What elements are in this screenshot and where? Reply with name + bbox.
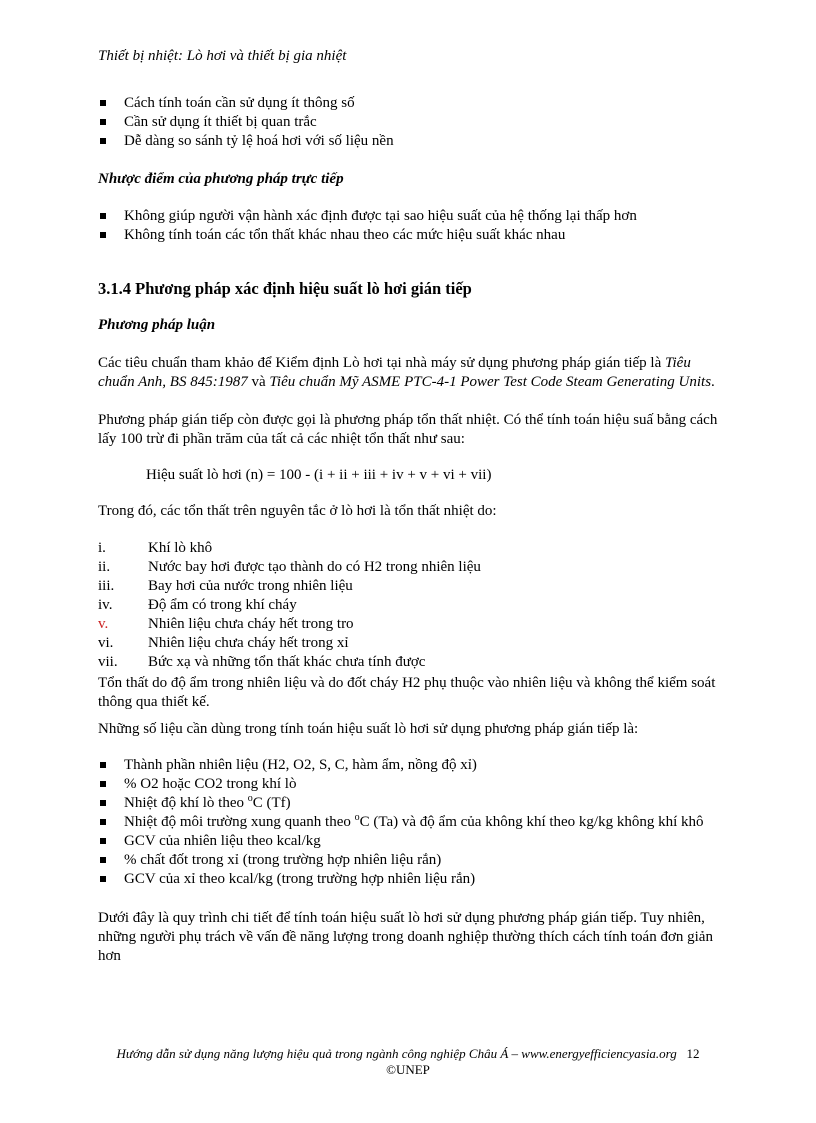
list-text: C (Tf) xyxy=(252,795,291,811)
list-number: ii. xyxy=(98,559,111,575)
list-item: Cần sử dụng ít thiết bị quan trắc xyxy=(98,113,720,132)
para-italic: Tiêu chuẩn Mỹ ASME PTC-4-1 Power Test Code Steam Generating Units xyxy=(269,374,712,390)
para-text: và xyxy=(247,374,270,390)
paragraph-losses-intro: Trong đó, các tổn thất trên nguyên tắc ở lò hơi là tổn thất nhiệt do: xyxy=(98,503,497,519)
list-item: Thành phần nhiên liệu (H2, O2, S, C, hàm ẩm, nồng độ xỉ) xyxy=(98,756,720,775)
list-item: GCV của xỉ theo kcal/kg (trong trường hợp nhiên liệu rắn) xyxy=(98,870,720,889)
list-item: GCV của nhiên liệu theo kcal/kg xyxy=(98,832,720,851)
list-item xyxy=(98,615,720,634)
list-text: Khí lò khô xyxy=(148,540,213,556)
list-number: i. xyxy=(98,540,106,556)
section-title: 3.1.4 Phương pháp xác định hiệu suất lò hơi gián tiếp xyxy=(98,279,472,298)
list-item xyxy=(98,596,720,615)
list-text: Nhiệt độ môi trường xung quanh theo xyxy=(124,814,355,830)
list-text: Nhiên liệu chưa cháy hết trong tro xyxy=(148,616,354,632)
losses-list xyxy=(98,539,720,672)
paragraph-procedure: Dưới đây là quy trình chi tiết để tính toán hiệu suất lò hơi sử dụng phương pháp gián tiếp. Tuy nhiên, những người phụ trách về vấn đề năng lượng trong doanh nghiệp thường thích cách tính toán đơn giản hơn xyxy=(98,910,713,964)
footer-copyright: ©UNEP xyxy=(386,1062,430,1077)
list-text: Nhiệt độ khí lò theo xyxy=(124,795,248,811)
list-item: % chất đốt trong xỉ (trong trường hợp nhiên liệu rắn) xyxy=(98,851,720,870)
list-item xyxy=(98,539,720,558)
degree-sup: o xyxy=(354,812,360,823)
para-italic: Tiêu chuẩn Anh, BS 845:1987 xyxy=(98,355,691,390)
list-number: vi. xyxy=(98,635,114,651)
footer-text: Hướng dẫn sử dụng năng lượng hiệu quả trong ngành công nghiệp Châu Á – www.energyefficiencyasia.org xyxy=(116,1046,677,1061)
para-text: Các tiêu chuẩn tham khảo để Kiểm định Lò hơi tại nhà máy sử dụng phương pháp gián tiếp là xyxy=(98,355,665,371)
list-item: % O2 hoặc CO2 trong khí lò xyxy=(98,775,720,794)
list-number: v. xyxy=(98,616,109,632)
page-footer xyxy=(88,1046,728,1078)
paragraph-moisture-loss: Tổn thất do độ ẩm trong nhiên liệu và do đốt cháy H2 phụ thuộc vào nhiên liệu và không thể kiểm soát thông qua thiết kế. xyxy=(98,675,716,710)
list-text: Bức xạ và những tổn thất khác chưa tính được xyxy=(148,654,426,670)
degree-sup: o xyxy=(247,793,253,804)
list-item xyxy=(98,653,720,672)
efficiency-formula: Hiệu suất lò hơi (n) = 100 - (i + ii + iii + iv + v + vi + vii) xyxy=(146,467,492,483)
advantages-list xyxy=(98,94,720,151)
disadvantages-list xyxy=(98,207,720,245)
paragraph-heat-loss: Phương pháp gián tiếp còn được gọi là phương pháp tổn thất nhiệt. Có thể tính toán hiệu suấ bằng cách lấy 100 trừ đi phần trăm của tất cả các nhiệt tổn thất như sau: xyxy=(98,412,718,447)
list-text: Nhiên liệu chưa cháy hết trong xỉ xyxy=(148,635,349,651)
list-text: C (Ta) và độ ẩm của không khí theo kg/kg không khí khô xyxy=(359,814,704,830)
page-number: 12 xyxy=(686,1046,700,1061)
list-text: Bay hơi của nước trong nhiên liệu xyxy=(148,578,353,594)
list-number: vii. xyxy=(98,654,118,670)
paragraph-standards xyxy=(98,354,720,392)
list-item: Không tính toán các tổn thất khác nhau theo các mức hiệu suất khác nhau xyxy=(98,226,720,245)
data-list xyxy=(98,756,720,889)
list-item xyxy=(98,558,720,577)
list-item xyxy=(98,813,720,832)
list-text: Nước bay hơi được tạo thành do có H2 trong nhiên liệu xyxy=(148,559,481,575)
list-item xyxy=(98,634,720,653)
list-item: Dễ dàng so sánh tỷ lệ hoá hơi với số liệu nền xyxy=(98,132,720,151)
disadvantages-heading: Nhược điểm của phương pháp trực tiếp xyxy=(98,171,344,187)
list-item: Cách tính toán cần sử dụng ít thông số xyxy=(98,94,720,113)
list-item: Không giúp người vận hành xác định được tại sao hiệu suất của hệ thống lại thấp hơn xyxy=(98,207,720,226)
page-content xyxy=(98,94,720,966)
para-text: . xyxy=(711,374,715,390)
list-number: iv. xyxy=(98,597,113,613)
footer-line xyxy=(88,1046,728,1062)
list-item xyxy=(98,794,720,813)
paragraph-data-intro: Những số liệu cần dùng trong tính toán hiệu suất lò hơi sử dụng phương pháp gián tiếp là: xyxy=(98,721,639,737)
running-header: Thiết bị nhiệt: Lò hơi và thiết bị gia nhiệt xyxy=(98,48,347,64)
list-number: iii. xyxy=(98,578,115,594)
list-item xyxy=(98,577,720,596)
list-text: Độ ẩm có trong khí cháy xyxy=(148,597,297,613)
methodology-heading: Phương pháp luận xyxy=(98,317,216,333)
